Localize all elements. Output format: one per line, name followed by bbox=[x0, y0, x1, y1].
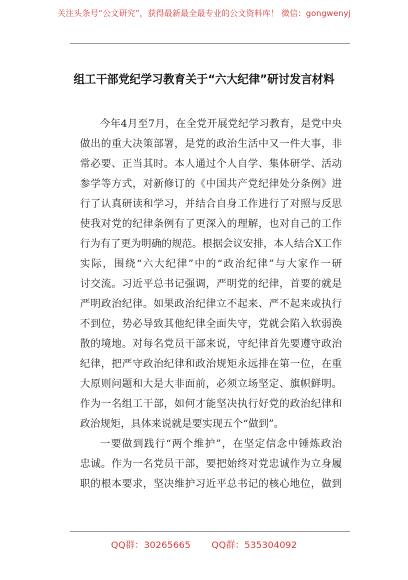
paragraph-line: 政治规矩，具体来说就是要实现五个“做到”。 bbox=[80, 419, 284, 430]
paragraph-line: 作为一名组工干部，如何才能坚决执行好党的政治纪律和 bbox=[80, 399, 342, 410]
paragraph-line: 使我对党的纪律条例有了更深入的理解，也对自己的工作 bbox=[80, 219, 342, 230]
paragraph-line: 参学等方式，对新修订的《中国共产党纪律处分条例》进 bbox=[80, 179, 342, 190]
paragraph-line: 讨交流。习近平总书记强调，严明党的纪律，首要的就是 bbox=[80, 279, 342, 290]
paragraph-line: 做出的重大决策部署，是党的政治生活中又一件大事，非 bbox=[80, 139, 342, 150]
paragraph-line: 今年4月至7月，在全党开展党纪学习教育，是党中央 bbox=[100, 119, 342, 130]
footer-qq-group-2: QQ群：535304092 bbox=[211, 540, 297, 551]
document-body bbox=[80, 115, 342, 495]
paragraph-line: 不到位，势必导致其他纪律全面失守，党就会陷入软弱涣 bbox=[80, 319, 342, 330]
paragraph-line: 实际，围绕“六大纪律”中的“政治纪律”与大家作一研 bbox=[80, 259, 342, 270]
paragraph-line: 职的根本要求，坚决维护习近平总书记的核心地位，做到 bbox=[80, 479, 342, 490]
footer-qq-group-1: QQ群：30265665 bbox=[111, 540, 191, 551]
header-divider bbox=[70, 43, 350, 44]
footer-contact bbox=[0, 537, 408, 551]
paragraph-line: 散的境地。对每名党员干部来说，守纪律首先要遵守政治 bbox=[80, 339, 342, 350]
paragraph-line: 一要做到践行“两个维护”，在坚定信念中锤炼政治 bbox=[100, 439, 342, 450]
paragraph-line: 纪律，把严守政治纪律和政治规矩永远排在第一位，在重 bbox=[80, 359, 342, 370]
paragraph-line: 常必要、正当其时。本人通过个人自学、集体研学、活动 bbox=[80, 159, 342, 170]
footer-divider bbox=[70, 531, 350, 532]
paragraph-line: 行了认真研读和学习，并结合自身工作进行了对照与反思 bbox=[80, 199, 342, 210]
document-title: 组工干部党纪学习教育关于“六大纪律”研讨发言材料 bbox=[73, 73, 335, 86]
paragraph-line: 行为有了更为明确的规范。根据会议安排，本人结合X工作 bbox=[80, 239, 342, 250]
paragraph-line: 忠诚。作为一名党员干部，要把始终对党忠诚作为立身履 bbox=[80, 459, 342, 470]
header-promo-text: 关注头条号“公文研究”，获得最新最全最专业的公文资料库！ 微信：gongwenyj bbox=[57, 8, 351, 18]
paragraph-line: 严明政治纪律。如果政治纪律立不起来、严不起来或执行 bbox=[80, 299, 342, 310]
paragraph-line: 大原则问题和大是大非面前，必须立场坚定、旗帜鲜明。 bbox=[80, 379, 342, 390]
